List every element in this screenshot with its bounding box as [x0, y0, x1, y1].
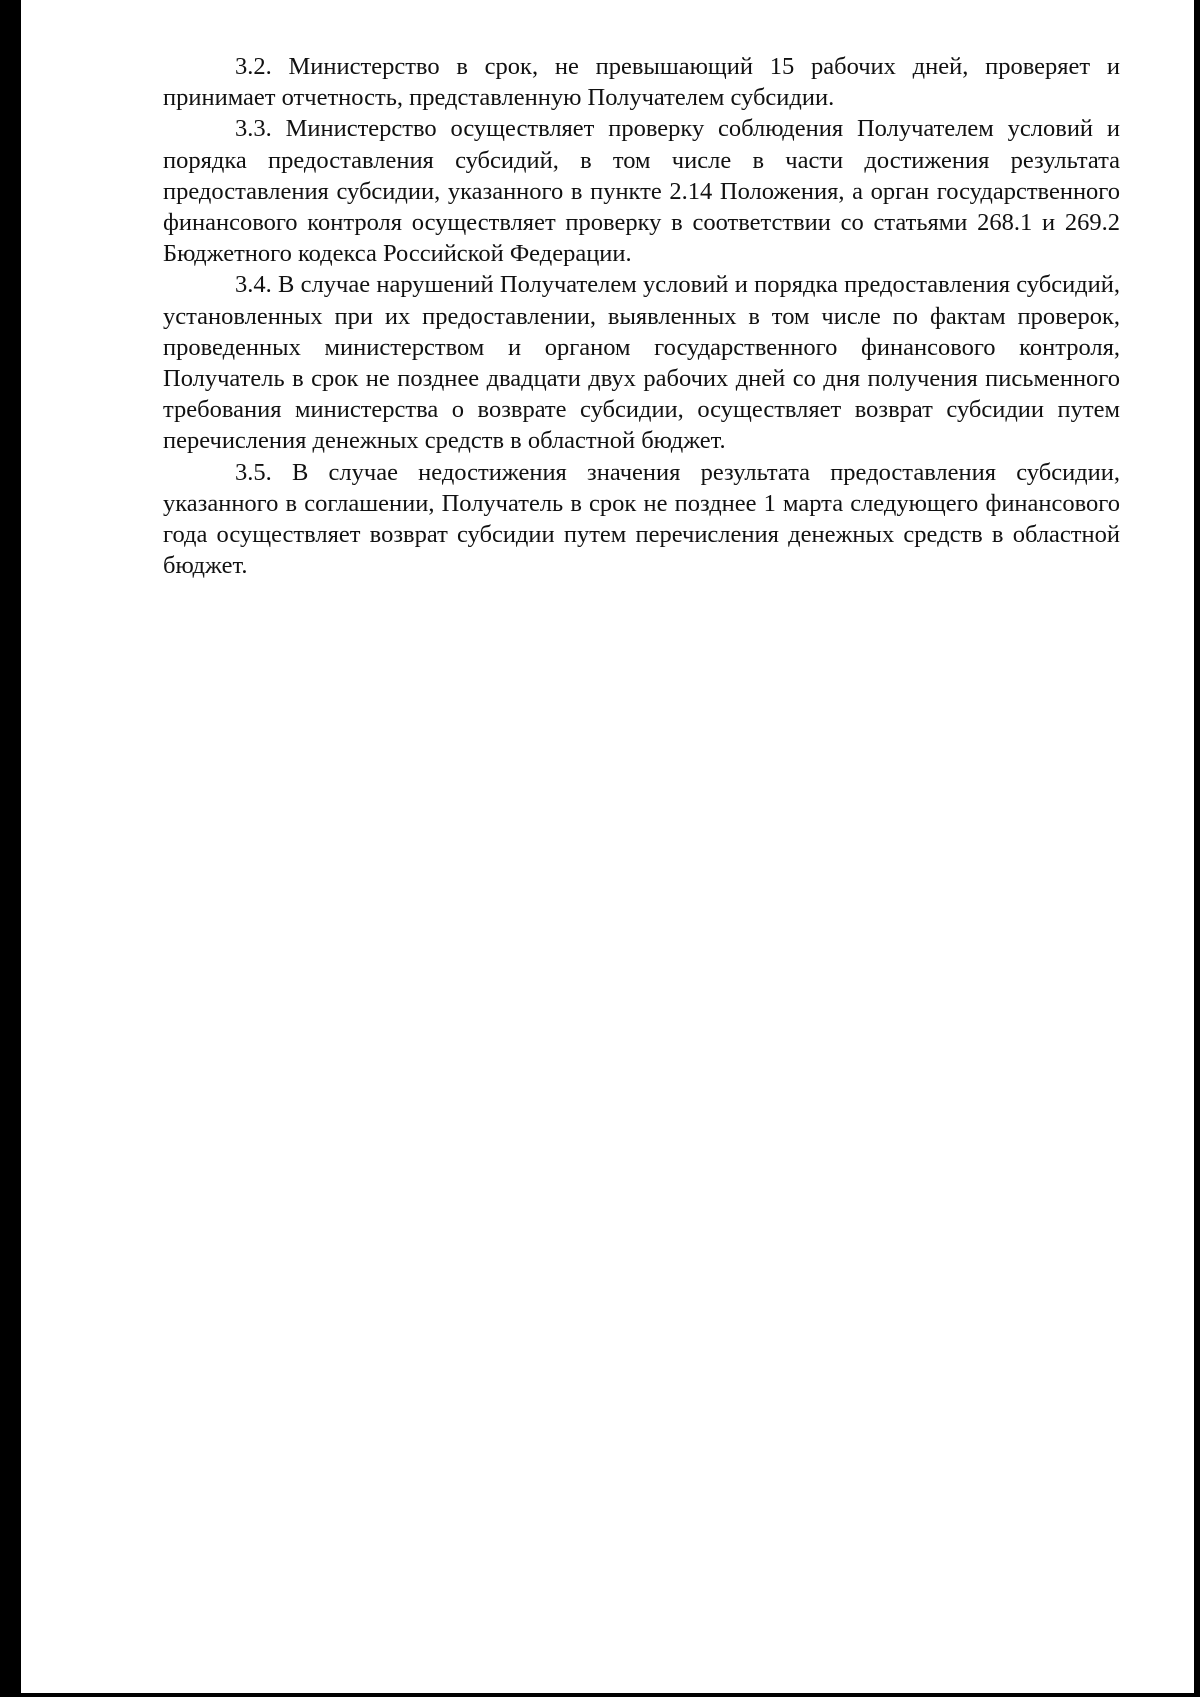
- scan-edge-bottom: [0, 1693, 1200, 1697]
- paragraph-3-4: 3.4. В случае нарушений Получателем условий и порядка предоставления субсидий, установленных при их предоставлении, выявленных в том числе по фактам проверок, проведенных министерством и органом государственного финансового контроля, Получатель в срок не позднее двадцати двух рабочих дней со дня получения письменного требования министерства о возврате субсидии, осуществляет возврат субсидии путем перечисления денежных средств в областной бюджет.: [163, 271, 1120, 455]
- scan-edge-right: [1194, 0, 1200, 1697]
- paragraph-3-3: 3.3. Министерство осуществляет проверку соблюдения Получателем условий и порядка предоставления субсидий, в том числе в части достижения результата предоставления субсидии, указанного в пункте 2.14 Положения, а орган государственного финансового контроля осуществляет проверку в соответствии со статьями 268.1 и 269.2 Бюджетного кодекса Российской Федерации.: [163, 115, 1120, 268]
- paragraph-3-5: 3.5. В случае недостижения значения результата предоставления субсидии, указанного в соглашении, Получатель в срок не позднее 1 марта следующего финансового года осуществляет возврат субсидии путем перечисления денежных средств в областной бюджет.: [163, 458, 1120, 580]
- scan-edge-left: [0, 0, 21, 1697]
- document-text-block: [163, 51, 1120, 581]
- paragraph-3-2: 3.2. Министерство в срок, не превышающий 15 рабочих дней, проверяет и принимает отчетность, представленную Получателем субсидии.: [163, 53, 1120, 112]
